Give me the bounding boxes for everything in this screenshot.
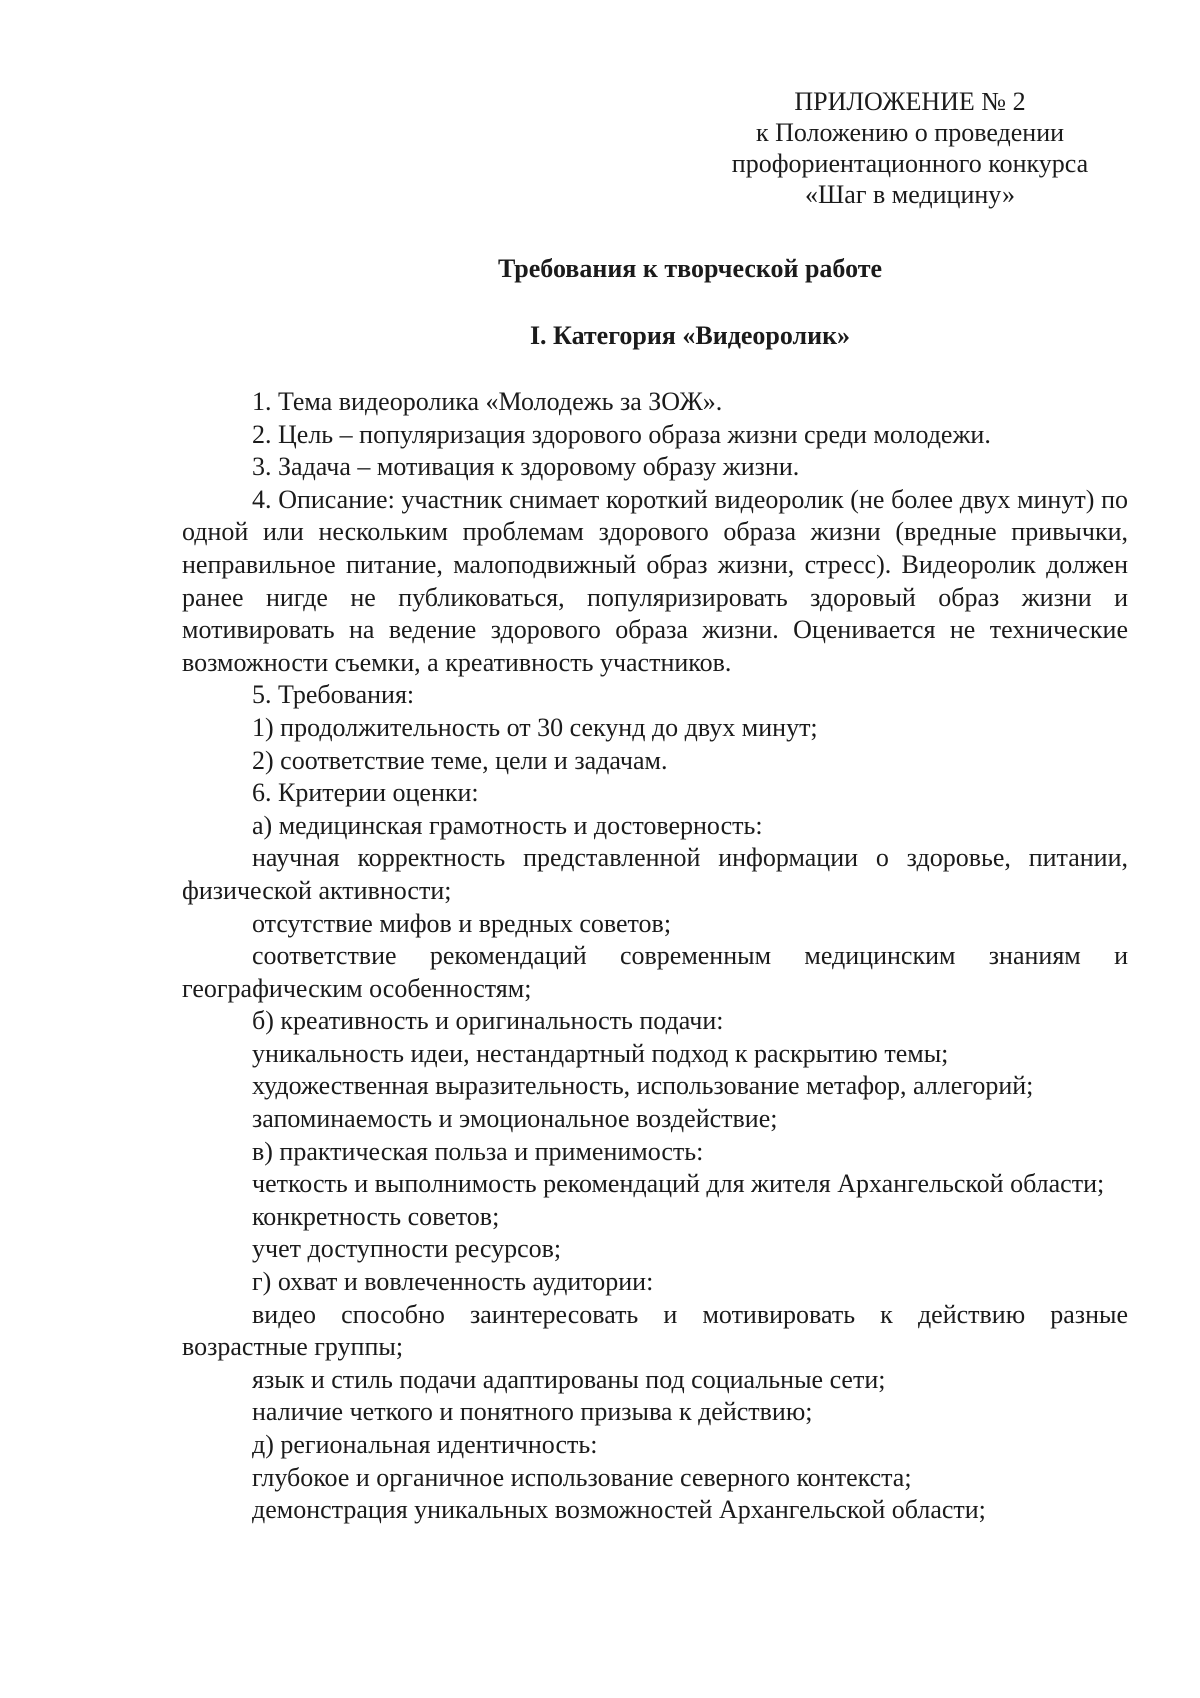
paragraph: демонстрация уникальных возможностей Архангельской области; bbox=[252, 1495, 986, 1525]
paragraph: 6. Критерии оценки: bbox=[252, 778, 479, 808]
paragraph: соответствие рекомендаций современным медицинским знаниям и географическим особенностям; bbox=[182, 941, 1128, 1003]
paragraph: б) креативность и оригинальность подачи: bbox=[252, 1006, 724, 1036]
paragraph: уникальность идеи, нестандартный подход к раскрытию темы; bbox=[252, 1038, 949, 1068]
paragraph: видео способно заинтересовать и мотивировать к действию разные возрастные группы; bbox=[182, 1299, 1128, 1362]
paragraph: г) охват и вовлеченность аудитории: bbox=[252, 1267, 654, 1297]
paragraph: наличие четкого и понятного призыва к действию; bbox=[252, 1397, 813, 1427]
paragraph: запоминаемость и эмоциональное воздействие; bbox=[252, 1104, 778, 1134]
appendix-header bbox=[700, 86, 1120, 210]
paragraph: а) медицинская грамотность и достоверность: bbox=[252, 810, 763, 840]
paragraph: конкретность советов; bbox=[252, 1201, 500, 1231]
appendix-reference: к Положению о проведении bbox=[755, 118, 1065, 147]
paragraph: д) региональная идентичность: bbox=[252, 1430, 598, 1459]
appendix-contest-type: профориентационного конкурса bbox=[731, 149, 1089, 178]
appendix-contest-name: «Шаг в медицину» bbox=[805, 180, 1015, 209]
paragraph: 2) соответствие теме, цели и задачам. bbox=[252, 745, 668, 775]
appendix-number: ПРИЛОЖЕНИЕ № 2 bbox=[794, 87, 1026, 116]
paragraph: 5. Требования: bbox=[252, 680, 415, 710]
section-title: I. Категория «Видеоролик» bbox=[529, 321, 851, 350]
paragraph: 3. Задача – мотивация к здоровому образу жизни. bbox=[252, 452, 800, 482]
paragraph: учет доступности ресурсов; bbox=[252, 1234, 562, 1264]
paragraph: глубокое и органичное использование северного контекста; bbox=[252, 1462, 912, 1492]
paragraph: язык и стиль подачи адаптированы под социальные сети; bbox=[252, 1364, 886, 1394]
paragraph: четкость и выполнимость рекомендаций для жителя Архангельской области; bbox=[252, 1169, 1105, 1199]
paragraph: в) практическая польза и применимость: bbox=[252, 1136, 704, 1166]
paragraph: художественная выразительность, использование метафор, аллегорий; bbox=[252, 1071, 1034, 1101]
paragraph: 1. Тема видеоролика «Молодежь за ЗОЖ». bbox=[252, 387, 723, 416]
paragraph: отсутствие мифов и вредных советов; bbox=[252, 908, 672, 938]
paragraph: 1) продолжительность от 30 секунд до двух минут; bbox=[252, 712, 818, 742]
document-title: Требования к творческой работе bbox=[497, 254, 883, 283]
paragraph: 4. Описание: участник снимает короткий видеоролик (не более двух минут) по одной или нескольким проблемам здорового образа жизни (вредные привычки, неправильное питание, малоподвижный образ жизни, стресс). Видеоролик должен ранее нигде не публиковаться, популяризировать здоровый образ жизни и мотивировать на ведение здорового образа жизни. Оценивается не технические возможности съемки, а креативность участников. bbox=[182, 484, 1128, 677]
document-body bbox=[182, 386, 1128, 1527]
paragraph: научная корректность представленной информации о здоровье, питании, физической активности; bbox=[182, 843, 1128, 905]
paragraph: 2. Цель – популяризация здорового образа жизни среди молодежи. bbox=[252, 419, 991, 449]
